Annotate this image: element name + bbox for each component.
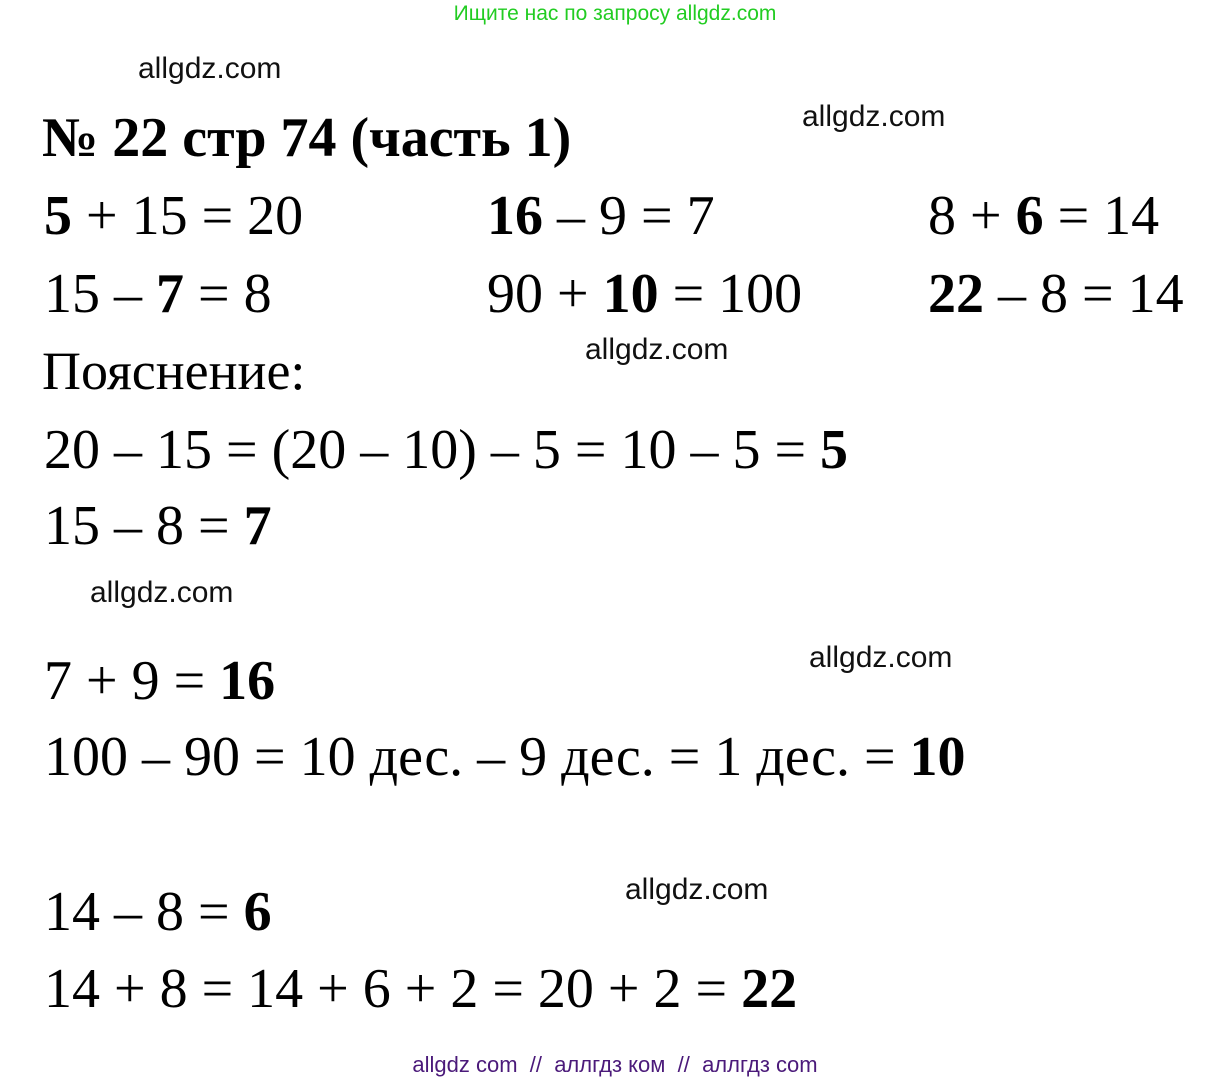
search-banner: Ищите нас по запросу allgdz.com [453, 2, 777, 25]
watermark: allgdz.com [90, 576, 234, 609]
explanation-line: 7 + 9 = 16 [44, 650, 276, 712]
explanation-line: 14 – 8 = 6 [44, 881, 272, 943]
explanation-label: Пояснение: [42, 341, 306, 401]
equation: 90 + 10 = 100 [487, 263, 803, 325]
explanation-line: 15 – 8 = 7 [44, 495, 272, 557]
equation: 5 + 15 = 20 [44, 185, 304, 247]
watermark: allgdz.com [809, 641, 953, 674]
equation: 15 – 7 = 8 [44, 263, 272, 325]
equation: 8 + 6 = 14 [928, 185, 1160, 247]
watermark: allgdz.com [138, 52, 282, 85]
footer-watermark: allgdz com // аллгдз ком // аллгдз com [412, 1052, 818, 1077]
equation: 22 – 8 = 14 [928, 263, 1184, 325]
watermark: allgdz.com [625, 873, 769, 906]
explanation-line: 20 – 15 = (20 – 10) – 5 = 10 – 5 = 5 [44, 419, 849, 481]
watermark: allgdz.com [585, 333, 729, 366]
explanation-line: 100 – 90 = 10 дес. – 9 дес. = 1 дес. = 10 [44, 726, 966, 788]
equation: 16 – 9 = 7 [487, 185, 715, 247]
page-title: № 22 стр 74 (часть 1) [42, 107, 572, 169]
explanation-line: 14 + 8 = 14 + 6 + 2 = 20 + 2 = 22 [44, 958, 798, 1020]
watermark: allgdz.com [802, 100, 946, 133]
